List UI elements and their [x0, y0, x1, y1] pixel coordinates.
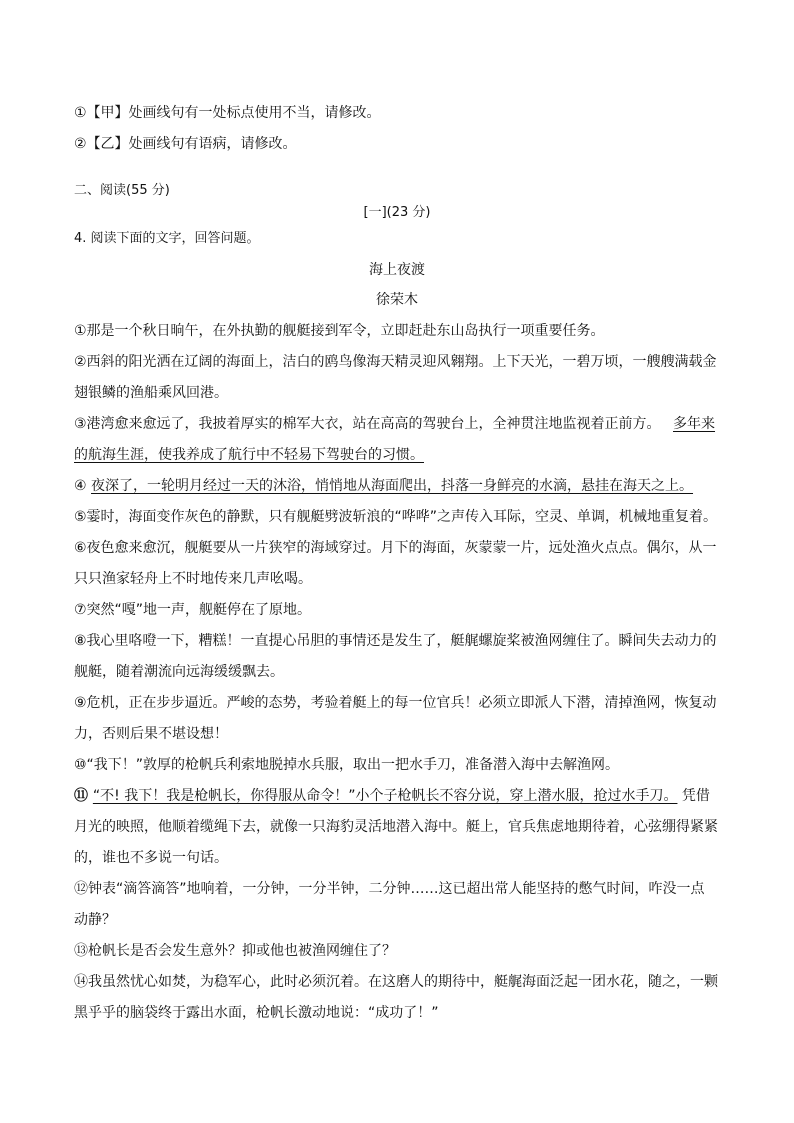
article-author: 徐荣木 [376, 292, 418, 308]
paragraph-line: ①那是一个秋日晌午，在外执勤的舰艇接到军令，立即赶赴东山岛执行一项重要任务。 [74, 323, 605, 339]
paragraph-line: 舰艇，随着潮流向远海缓缓飘去。 [74, 664, 284, 680]
underlined-sentence: 多年来 [673, 416, 716, 432]
section-heading: 二、阅读(55 分) [74, 183, 170, 198]
underlined-sentence: 的航海生涯，使我养成了航行中不轻易下驾驶台的习惯。 [74, 447, 424, 463]
underlined-sentence: “不! 我下！我是枪帆长，你得服从命令！”小个子枪帆长不容分说，穿上潜水服，抢过水手刀。 [92, 788, 678, 804]
paragraph-text: ③港湾愈来愈远了，我披着厚实的棉军大衣，站在高高的驾驶台上，全神贯注地监视着正前方。 [74, 416, 661, 432]
paragraph-line: 月光的映照，他顺着缆绳下去，就像一只海豹灵活地潜入海中。艇上，官兵焦虑地期待着，心弦绷得紧紧 [74, 819, 718, 835]
paragraph-line: ⑭我虽然忧心如焚，为稳军心，此时必须沉着。在这磨人的期待中，艇艉海面泛起一团水花，随之，一颗 [74, 974, 718, 990]
paragraph-line: 只只渔家轻舟上不时地传来几声吆喝。 [74, 571, 312, 587]
paragraph-line: 力，否则后果不堪设想！ [74, 726, 228, 742]
paragraph-line: ⑩“我下！”敦厚的枪帆兵利索地脱掉水兵服，取出一把水手刀，准备潜入海中去解渔网。 [74, 757, 620, 773]
paragraph-line: 动静？ [74, 912, 116, 928]
paragraph-line: ⑨危机，正在步步逼近。严峻的态势，考验着艇上的每一位官兵！必须立即派人下潜，清掉渔网，恢复动 [74, 695, 717, 711]
paragraph-text: 凭借 [681, 788, 710, 804]
question-prompt: 4. 阅读下面的文字，回答问题。 [74, 231, 260, 246]
paragraph-line: ⑬枪帆长是否会发生意外？抑或他也被渔网缠住了？ [74, 943, 396, 959]
instruction-1: ①【甲】处画线句有一处标点使用不当，请修改。 [74, 105, 381, 121]
paragraph-line [74, 414, 715, 434]
paragraph-number: ④ [74, 478, 92, 494]
paragraph-line [74, 476, 693, 496]
paragraph-number: ⑪ [74, 788, 93, 804]
paragraph-line: 的，谁也不多说一句话。 [74, 850, 228, 866]
underlined-sentence: 夜深了，一轮明月经过一天的沐浴，悄悄地从海面爬出，抖落一身鲜亮的水滴，悬挂在海天之上。 [91, 478, 694, 494]
paragraph-line: 翅银鳞的渔船乘风回港。 [74, 385, 228, 401]
paragraph-line: ②西斜的阳光洒在辽阔的海面上，洁白的鸥鸟像海天精灵迎风翱翔。上下天光，一碧万顷，一艘艘满载金 [74, 354, 717, 370]
paragraph-line: 黑乎乎的脑袋终于露出水面，枪帆长激动地说：“成功了！” [74, 1005, 439, 1021]
paragraph-line: ⑫钟表“滴答滴答”地响着，一分钟，一分半钟，二分钟……这已超出常人能坚持的憋气时间，咋没一点 [74, 881, 705, 897]
paragraph-line: ⑧我心里咯噔一下，糟糕！一直提心吊胆的事情还是发生了，艇艉螺旋桨被渔网缠住了。瞬间失去动力的 [74, 633, 717, 649]
paragraph-line: ⑥夜色愈来愈沉，舰艇要从一片狭窄的海域穿过。月下的海面，灰蒙蒙一片，远处渔火点点。偶尔，从一 [74, 540, 717, 556]
paragraph-line: ⑦突然“嘎”地一声，舰艇停在了原地。 [74, 602, 312, 618]
subsection-heading: [一](23 分) [363, 205, 431, 220]
article-title: 海上夜渡 [369, 262, 425, 278]
paragraph-line [74, 786, 710, 806]
instruction-2: ②【乙】处画线句有语病，请修改。 [74, 136, 297, 152]
paragraph-line: ⑤霎时，海面变作灰色的静默，只有舰艇劈波斩浪的“哗哗”之声传入耳际，空灵、单调，机械地重复着。 [74, 509, 718, 525]
